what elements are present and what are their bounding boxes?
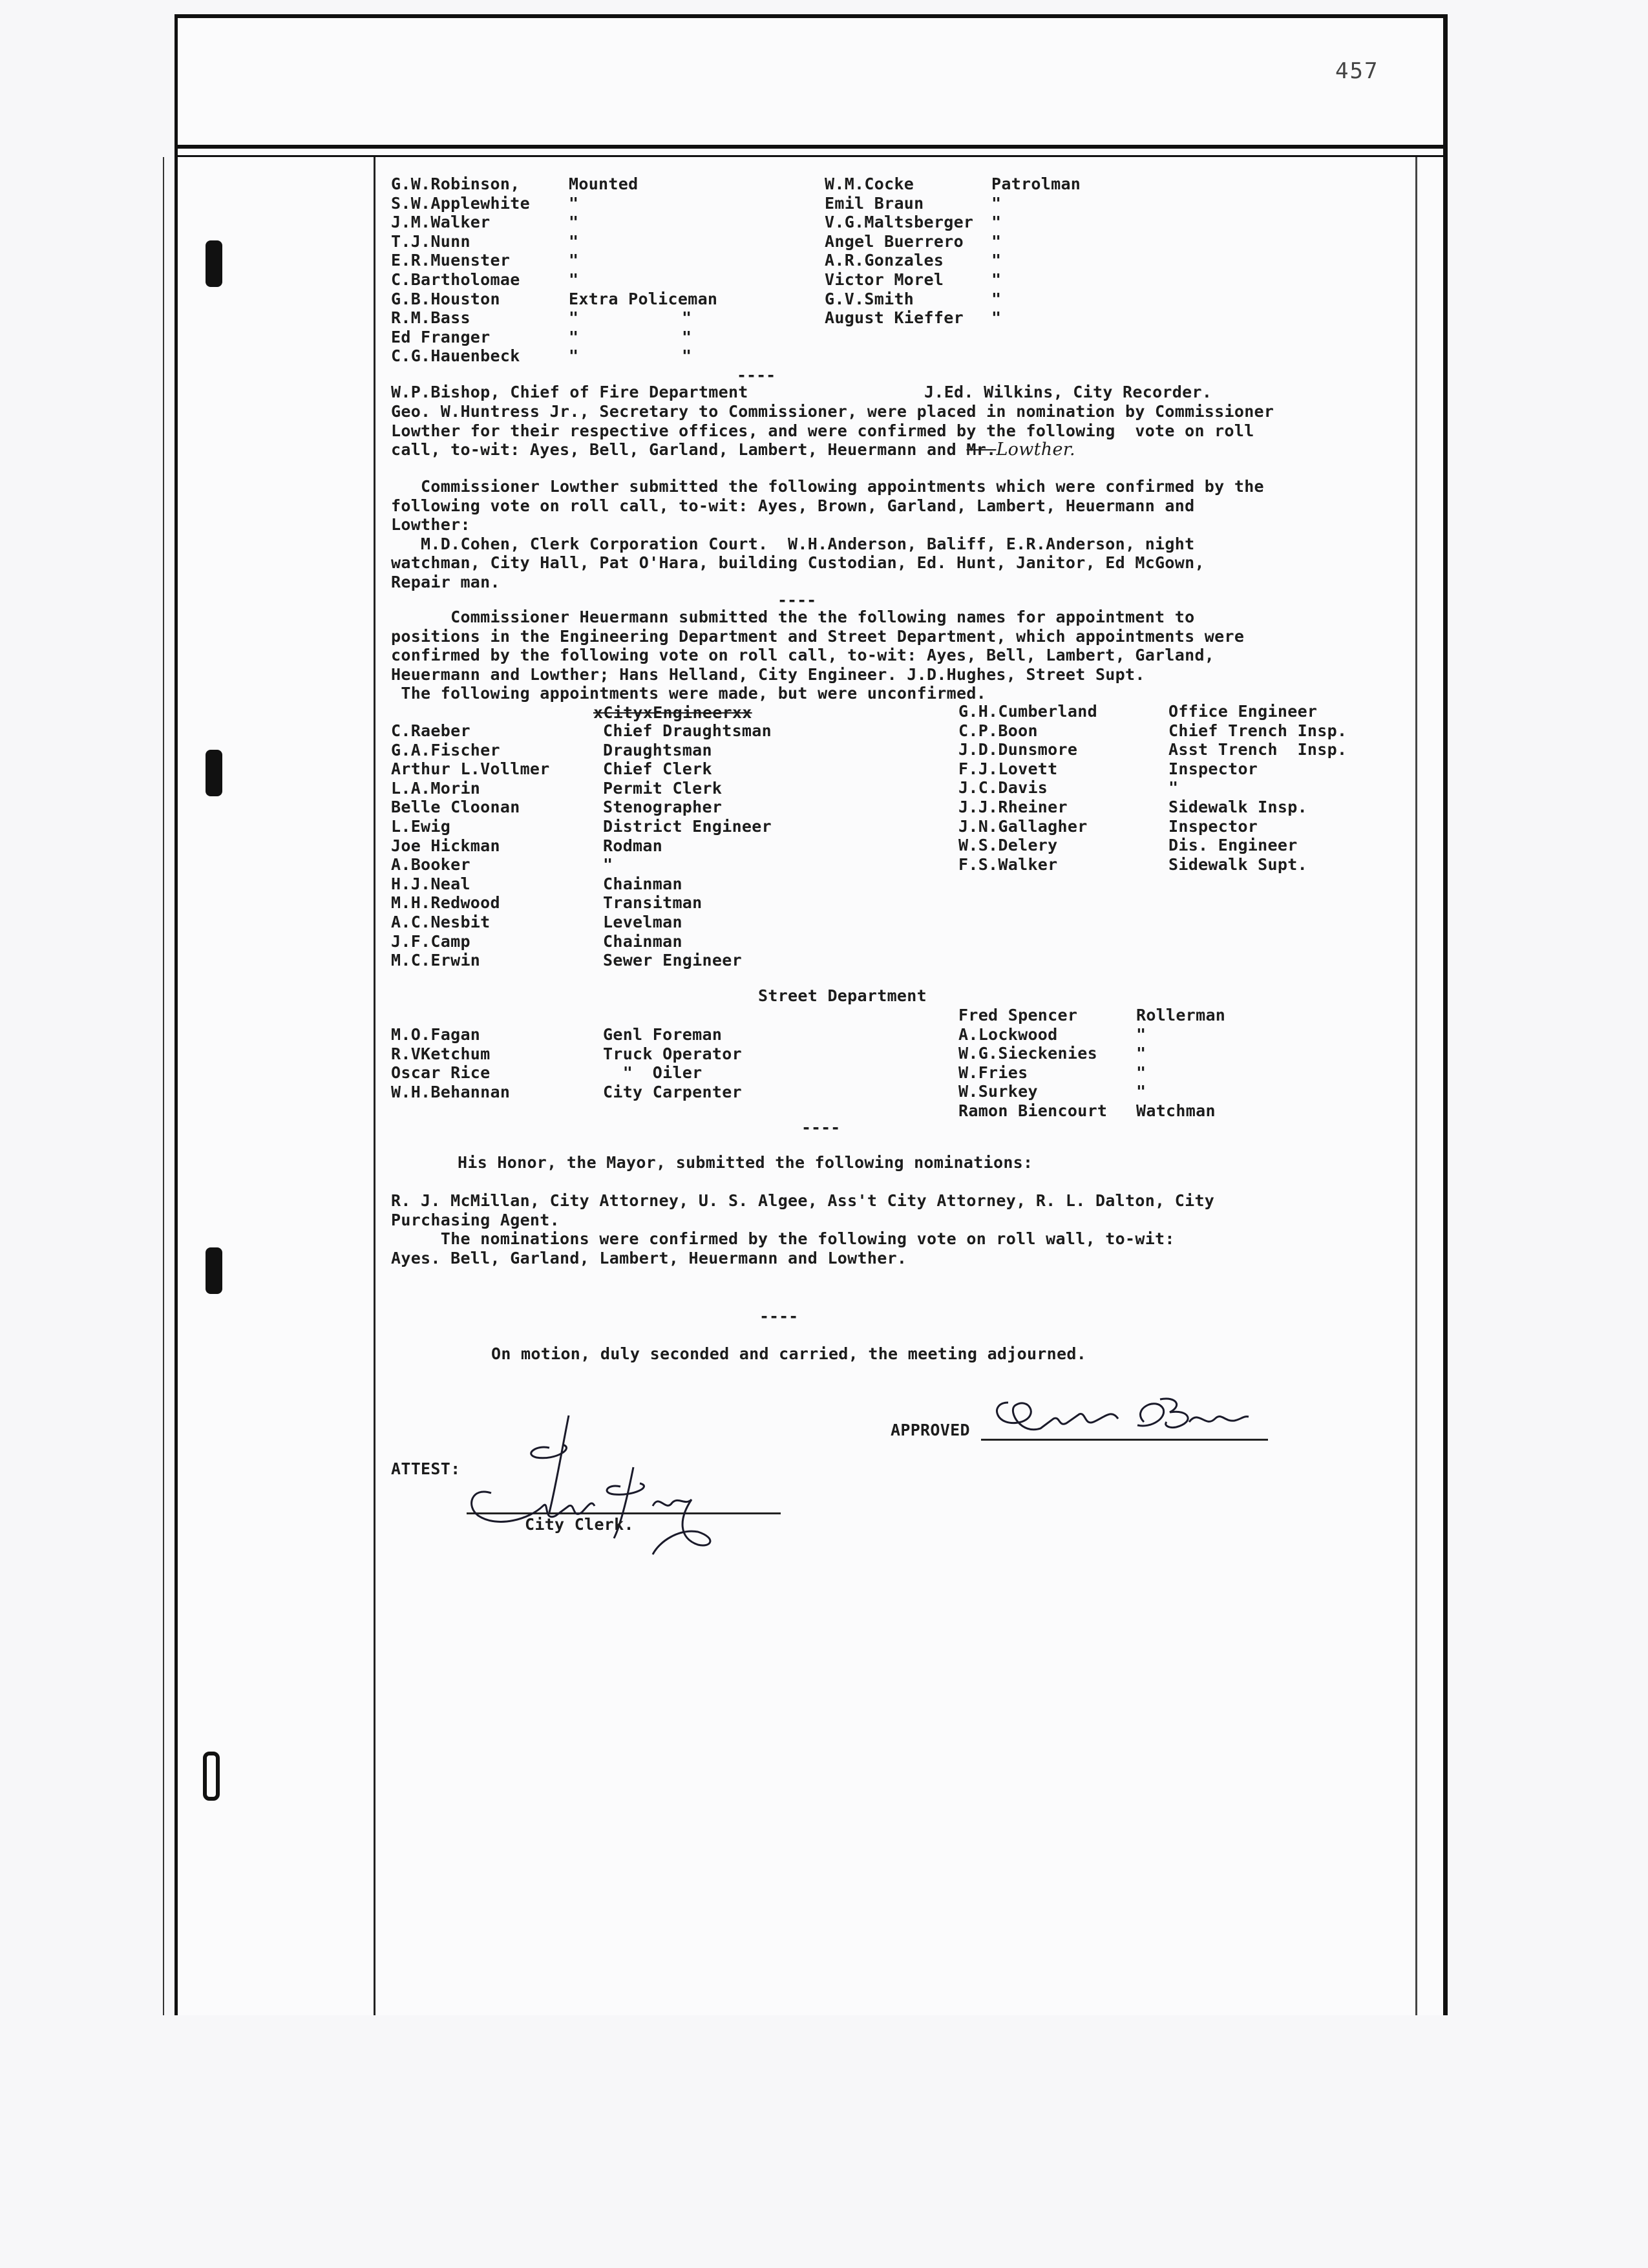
- roster-title: ": [569, 346, 579, 366]
- struck-header: xCityxEngineerxx: [593, 703, 752, 722]
- roster-name: Belle Cloonan: [391, 798, 520, 817]
- roster-title: Truck Operator: [603, 1044, 742, 1063]
- roster-title: Genl Foreman: [603, 1025, 723, 1044]
- roster-title: ": [991, 308, 1002, 328]
- roster-name: Ed Franger: [391, 327, 491, 346]
- roster-title: Chainman: [603, 874, 682, 893]
- roster-name: L.Ewig: [391, 817, 451, 836]
- roster-title: " Oiler: [603, 1063, 703, 1083]
- paragraph-huntress: Geo. W.Huntress Jr., Secretary to Commissioner, were placed in nomination by Commissioner Lowther for their respective offices, and were confirmed by the following vote on roll call, to-wit: Ayes, Bell, Garland, Lambert, Heuermann and Mr.Lowther.: [391, 402, 1274, 460]
- roster-title: ": [569, 213, 579, 232]
- roster-name: W.Surkey: [958, 1082, 1038, 1101]
- roster-name: W.M.Cocke: [825, 175, 914, 193]
- attest-label: ATTEST:: [391, 1459, 461, 1478]
- roster-name: Ramon Biencourt: [958, 1101, 1108, 1120]
- margin-line-left: [374, 157, 375, 2015]
- roster-name: M.H.Redwood: [391, 893, 500, 913]
- roster-name: Joe Hickman: [391, 836, 500, 855]
- roster-title: Draughtsman: [603, 740, 712, 759]
- paragraph-nominations: R. J. McMillan, City Attorney, U. S. Algee, Ass't City Attorney, R. L. Dalton, City Purchasing Agent. The nominations were confirmed by the following vote on roll wall, to-wit: Ayes. Bell, Garland, Lambert, Heuermann and Lowther.: [391, 1191, 1215, 1267]
- roster-name: G.V.Smith: [825, 289, 914, 308]
- section-divider: ----: [801, 1118, 841, 1137]
- roster-name: C.Raeber: [391, 721, 470, 740]
- roster-title: ": [1136, 1024, 1146, 1044]
- section-divider: ----: [737, 366, 776, 385]
- roster-title: Asst Trench Insp.: [1168, 740, 1347, 759]
- roster-name: R.M.Bass: [391, 308, 470, 328]
- roster-name: F.S.Walker: [958, 854, 1058, 874]
- roster-name: V.G.Maltsberger: [825, 213, 974, 232]
- roster-title: Transitman: [603, 893, 703, 913]
- roster-title: Dis. Engineer: [1168, 836, 1298, 855]
- roster-title: Chief Trench Insp.: [1168, 721, 1347, 740]
- header-rule: [174, 145, 1448, 149]
- mayor-signature: [982, 1383, 1254, 1441]
- roster-name: W.G.Sieckenies: [958, 1044, 1097, 1063]
- roster-title: Chainman: [603, 931, 682, 951]
- roster-title: District Engineer: [603, 817, 772, 836]
- struck-text: Mr.: [966, 440, 997, 460]
- handwritten-correction: Lowther.: [996, 440, 1075, 460]
- roster-title: ": [569, 193, 579, 213]
- roster-name: C.G.Hauenbeck: [391, 346, 520, 366]
- roster-name: Fred Spencer: [958, 1006, 1078, 1024]
- roster-name: R.VKetchum: [391, 1044, 491, 1063]
- roster-title: ": [682, 346, 692, 366]
- roster-title: ": [991, 270, 1002, 289]
- roster-title: Rodman: [603, 836, 663, 855]
- roster-title: ": [569, 270, 579, 289]
- roster-title: ": [682, 308, 692, 328]
- roster-title: ": [569, 251, 579, 270]
- binder-hole: [203, 1752, 220, 1801]
- roster-title: ": [1136, 1082, 1146, 1101]
- roster-title: City Carpenter: [603, 1082, 742, 1101]
- roster-title: Inspector: [1168, 759, 1258, 778]
- city-clerk-label: City Clerk.: [525, 1515, 634, 1534]
- roster-name: M.O.Fagan: [391, 1025, 481, 1044]
- roster-name: J.F.Camp: [391, 931, 470, 951]
- clerk-signature: [465, 1409, 737, 1564]
- roster-name: Angel Buerrero: [825, 231, 964, 251]
- roster-title: ": [991, 289, 1002, 308]
- section-divider: ----: [759, 1307, 799, 1326]
- roster-name: A.Booker: [391, 855, 470, 874]
- roster-title: Sidewalk Insp.: [1168, 798, 1307, 816]
- roster-name: G.H.Cumberland: [958, 702, 1097, 721]
- roster-name: S.W.Applewhite: [391, 193, 530, 213]
- roster-title: ": [1136, 1063, 1146, 1082]
- roster-name: J.J.Rheiner: [958, 798, 1068, 816]
- roster-name: August Kieffer: [825, 308, 964, 328]
- roster-name: Arthur L.Vollmer: [391, 759, 550, 779]
- ledger-page: [174, 14, 1448, 2015]
- roster-title: Extra Policeman: [569, 289, 718, 308]
- roster-name: C.P.Boon: [958, 721, 1038, 740]
- roster-name: W.Fries: [958, 1063, 1028, 1082]
- roster-title: ": [569, 327, 579, 346]
- roster-title: Inspector: [1168, 816, 1258, 836]
- roster-name: J.D.Dunsmore: [958, 740, 1078, 759]
- section-divider: ----: [777, 591, 817, 609]
- binder-hole: [206, 240, 222, 287]
- roster-title: ": [569, 231, 579, 251]
- roster-title: ": [682, 327, 692, 346]
- roster-name: G.W.Robinson,: [391, 175, 520, 193]
- roster-name: E.R.Muenster: [391, 251, 511, 270]
- roster-title: ": [991, 213, 1002, 232]
- roster-title: Watchman: [1136, 1101, 1216, 1120]
- roster-name: W.S.Delery: [958, 836, 1058, 855]
- paragraph-lowther-appointments: Commissioner Lowther submitted the following appointments which were confirmed by the following vote on roll call, to-wit: Ayes, Brown, Garland, Lambert, Heuermann and Lowther: M.D.Cohen, Clerk Corporation Court. W.H.Anderson, Baliff, E.R.Anderson, night watchman, City Hall, Pat O'Hara, building Custodian, Ed. Hunt, Janitor, Ed McGown, Repair man.: [391, 477, 1264, 591]
- roster-name: M.C.Erwin: [391, 951, 481, 970]
- roster-title: Sidewalk Supt.: [1168, 854, 1307, 874]
- roster-name: G.B.Houston: [391, 289, 500, 308]
- roster-title: Office Engineer: [1168, 702, 1318, 721]
- binding-line: [163, 157, 164, 2015]
- roster-title: ": [603, 855, 613, 874]
- roster-name: Oscar Rice: [391, 1063, 491, 1083]
- paragraph-mayor: His Honor, the Mayor, submitted the following nominations:: [458, 1153, 1033, 1172]
- roster-name: T.J.Nunn: [391, 231, 470, 251]
- roster-name: A.Lockwood: [958, 1024, 1058, 1044]
- roster-name: A.R.Gonzales: [825, 251, 944, 270]
- roster-title: Mounted: [569, 175, 639, 193]
- binder-hole: [206, 1247, 222, 1294]
- approved-label: APPROVED: [891, 1421, 970, 1439]
- roster-title: ": [991, 231, 1002, 251]
- roster-name: J.N.Gallagher: [958, 816, 1088, 836]
- roster-name: G.A.Fischer: [391, 740, 500, 759]
- roster-name: J.C.Davis: [958, 778, 1048, 798]
- roster-title: ": [1168, 778, 1179, 798]
- roster-title: Chief Draughtsman: [603, 721, 772, 740]
- roster-name: L.A.Morin: [391, 778, 481, 798]
- roster-title: Patrolman: [991, 175, 1081, 193]
- adjournment-line: On motion, duly seconded and carried, the meeting adjourned.: [491, 1344, 1087, 1363]
- page-number: 457: [1335, 58, 1379, 84]
- roster-name: W.H.Behannan: [391, 1082, 511, 1101]
- margin-line-right: [1415, 157, 1417, 2015]
- roster-title: Levelman: [603, 913, 682, 931]
- fire-chief-line: W.P.Bishop, Chief of Fire Department: [391, 383, 748, 401]
- roster-title: Permit Clerk: [603, 778, 723, 798]
- roster-name: Victor Morel: [825, 270, 944, 289]
- roster-title: ": [1136, 1044, 1146, 1063]
- roster-name: Emil Braun: [825, 193, 924, 213]
- roster-title: ": [991, 193, 1002, 213]
- roster-name: J.M.Walker: [391, 213, 491, 232]
- roster-title: Sewer Engineer: [603, 951, 742, 970]
- city-recorder-line: J.Ed. Wilkins, City Recorder.: [924, 383, 1212, 401]
- roster-title: ": [991, 251, 1002, 270]
- roster-title: Chief Clerk: [603, 759, 712, 779]
- header-rule-thin: [174, 155, 1448, 157]
- roster-name: H.J.Neal: [391, 874, 470, 893]
- street-department-heading: Street Department: [758, 986, 927, 1005]
- paragraph-engineering: Commissioner Heuermann submitted the the following names for appointment to positions in the Engineering Department and Street Department, which appointments were confirmed by the following vote on roll call, to-wit: Ayes, Bell, Lambert, Garland, Heuermann and Lowther; Hans Helland, City Engineer. J.D.Hughes, Street Supt. The following appointments were made, but were unconfirmed.: [391, 608, 1245, 703]
- roster-title: ": [569, 308, 579, 328]
- binder-hole: [206, 750, 222, 796]
- roster-name: A.C.Nesbit: [391, 913, 491, 931]
- roster-title: Stenographer: [603, 798, 723, 817]
- roster-name: F.J.Lovett: [958, 759, 1058, 778]
- roster-title: Rollerman: [1136, 1006, 1226, 1024]
- roster-name: C.Bartholomae: [391, 270, 520, 289]
